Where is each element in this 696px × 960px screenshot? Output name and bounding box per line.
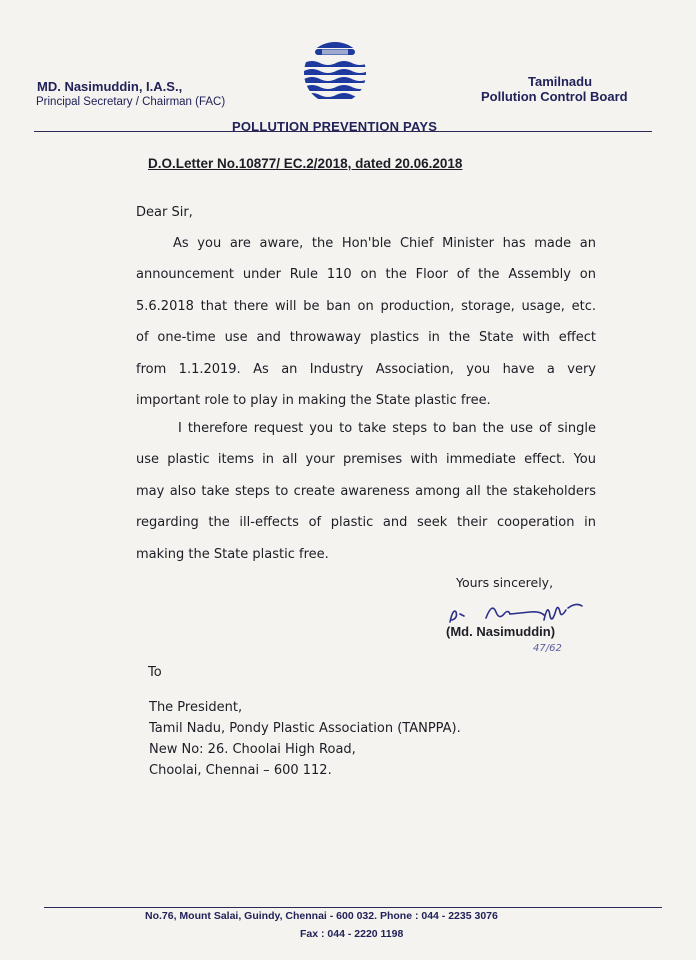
letter-reference: D.O.Letter No.10877/ EC.2/2018, dated 20.06.2018: [148, 156, 463, 171]
paragraph-line: regarding the ill-effects of plastic and seek their cooperation in: [136, 515, 596, 531]
paragraph-line: As you are aware, the Hon'ble Chief Minister has made an: [173, 236, 596, 251]
footer-address: No.76, Mount Salai, Guindy, Chennai - 600 032. Phone : 044 - 2235 3076: [145, 910, 498, 922]
paragraph-2: [136, 413, 596, 570]
paragraph-line: important role to play in making the State plastic free.: [136, 392, 491, 408]
recipient-line: Choolai, Chennai – 600 112.: [149, 763, 332, 778]
sender-name: MD. Nasimuddin, I.A.S.,: [37, 79, 183, 94]
org-name-line2: Pollution Control Board: [481, 89, 628, 104]
tagline: POLLUTION PREVENTION PAYS: [232, 119, 438, 134]
paragraph-line: of one-time use and throwaway plastics in the State with effect: [136, 330, 596, 346]
paragraph-1: [136, 228, 596, 416]
recipient-line: New No: 26. Choolai High Road,: [149, 742, 356, 757]
footer-fax: Fax : 044 - 2220 1198: [300, 928, 404, 940]
signatory-name: (Md. Nasimuddin): [446, 624, 556, 639]
closing: Yours sincerely,: [456, 575, 554, 590]
paragraph-line: use plastic items in all your premises with immediate effect. You: [136, 452, 596, 468]
recipient-line: The President,: [149, 700, 243, 715]
paragraph-line: may also take steps to create awareness among all the stakeholders: [136, 483, 596, 499]
tnpcb-logo-icon: [301, 35, 369, 107]
to-label: To: [148, 665, 162, 680]
handwritten-note: 47/62: [533, 643, 562, 654]
header-divider: [34, 131, 652, 132]
paragraph-line: announcement under Rule 110 on the Floor of the Assembly on: [136, 267, 596, 283]
org-name-line1: Tamilnadu: [528, 74, 593, 89]
paragraph-line: making the State plastic free.: [136, 546, 329, 562]
paragraph-line: from 1.1.2019. As an Industry Association, you have a very: [136, 361, 596, 377]
recipient-line: Tamil Nadu, Pondy Plastic Association (TANPPA).: [149, 721, 461, 736]
paragraph-line: I therefore request you to take steps to ban the use of single: [178, 421, 596, 436]
sender-title: Principal Secretary / Chairman (FAC): [36, 96, 226, 108]
footer-divider: [44, 907, 662, 908]
paragraph-line: 5.6.2018 that there will be ban on production, storage, usage, etc.: [136, 298, 596, 314]
salutation: Dear Sir,: [136, 205, 193, 220]
